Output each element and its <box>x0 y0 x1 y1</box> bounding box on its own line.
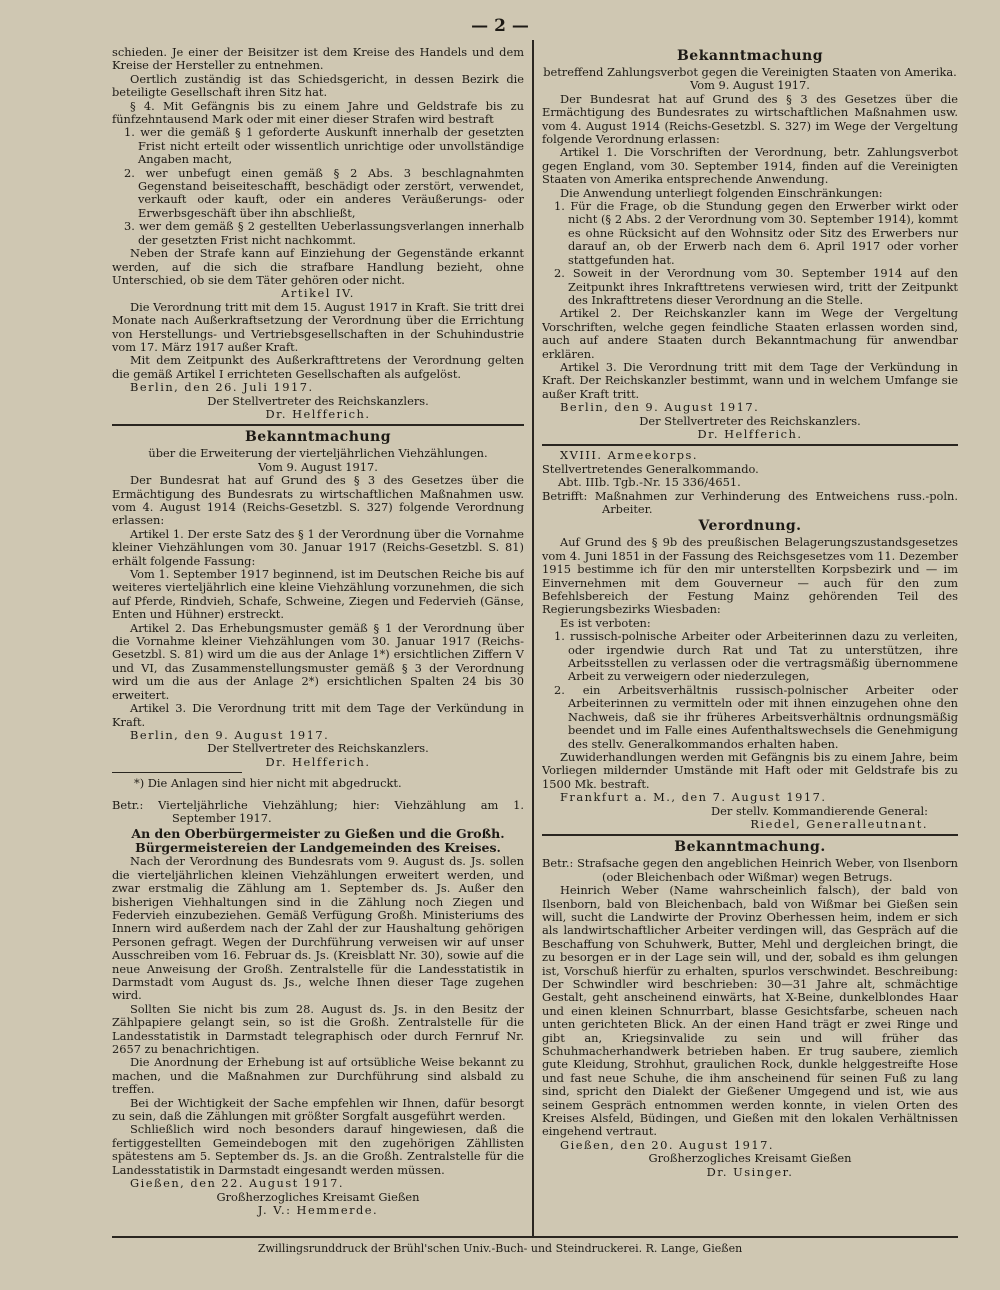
paragraph: Artikel 3. Die Verordnung tritt mit dem Tage der Verkündung in Kraft. Der Reichskanzler bestimmt, wann und in welchem Umfange sie außer Kraft tritt. <box>542 359 958 401</box>
corps-heading: XVIII. Armeekorps. <box>560 448 698 463</box>
signature-title: Der Stellvertreter des Reichskanzlers. <box>207 393 429 408</box>
paragraph: Zuwiderhandlungen werden mit Gefängnis bis zu einem Jahre, beim Vorliegen mildernder Umstände mit Haft oder mit Geldstrafe bis zu 1500 Mk. bestraft. <box>542 749 958 791</box>
notice-title: Bekanntmachung. <box>674 839 826 856</box>
paragraph: Bei der Wichtigkeit der Sache empfehlen wir Ihnen, dafür besorgt zu sein, daß die Zählungen mit größter Sorgfalt ausgeführt werden. <box>112 1095 524 1124</box>
paragraph: Die Verordnung tritt mit dem 15. August 1917 in Kraft. Sie tritt drei Monate nach Außerkraftsetzung der Verordnung über die Errichtung von Herstellungs- und Vertriebsgesellschaften in der Schuhindustrie vom 17. März 1917 außer Kraft. <box>112 299 524 354</box>
signature-title: Großherzogliches Kreisamt Gießen <box>648 1151 852 1166</box>
paragraph: Die Anordnung der Erhebung ist auf ortsübliche Weise bekannt zu machen, und die Maßnahmen zur Durchführung sind alsbald zu treffen. <box>112 1055 524 1097</box>
paragraph: Vom 1. September 1917 beginnend, ist im Deutschen Reiche bis auf weiteres vierteljährlich eine kleine Viehzählung vorzunehmen, die sich auf Pferde, Rindvieh, Schafe, Schweine, Ziegen und Federvieh (Gänse, Enten und Hühner) erstreckt. <box>112 567 524 622</box>
paragraph: Nach der Verordnung des Bundesrats vom 9. August ds. Js. sollen die vierteljährlichen kleinen Viehzählungen erweitert werden, und zwar erstmalig die Zählung am 1. September ds. Js. Außer den bisherigen Viehhaltungen sind in die Zählung noch Ziegen und Federvieh einzubeziehen. Gemäß Verfügung Großh. Ministeriums des Innern wird außerdem nach der Zahl der zur Haushaltung gehörigen Personen gefragt. Wegen der Durchführung verweisen wir auf unser Ausschreiben vom 16. Februar ds. Js. (Kreisblatt Nr. 30), sowie auf die neue Anweisung der Großh. Zentralstelle für die Landesstatistik in Darmstadt vom August ds. Js., welche Ihnen dieser Tage zugehen wird. <box>112 854 524 1003</box>
paragraph: Heinrich Weber (Name wahrscheinlich falsch), der bald von Ilsenborn, bald von Bleichenbach, bald von Wißmar bei Gießen sein will, sucht die Landwirte der Provinz Oberhessen heim, indem er sich als landwirtschaftlicher Arbeiter verdingen will, das Gespräch auf die Beschaffung von Schuhwerk, Butter, Mehl und dergleichen bringt, die zu besorgen er in der Lage sein will, und der, sobald es ihm gelungen ist, Vorschuß hierfür zu erhalten, spurlos verschwindet. Beschreibung: Der Schwindler wird beschrieben: 30—31 Jahre alt, schmächtige Gestalt, geht anscheinend einwärts, hat X-Beine, dunkelblondes Haar und einen kleinen Schnurrbart, blasse Gesichtsfarbe, scheuen nach unten gerichteten Blick. An der einen Hand trägt er zwei Ringe und gibt an, Kriegsinvalide zu sein und will früher das Schuhmacherhandwerk betrieben haben. Er trug saubere, ziemlich gute Kleidung, Strohhut, graulichen Rock, dunkle helggestreifte Hose und fast neue Schuhe, die ihm anscheinend für seinen Fuß zu lang sind, spricht den Dialekt der Gießener Umgegend und ist, wie aus seinem Gespräch entnommen werden konnte, in vielen Orten des Kreises Alsfeld, Büdingen, und Gießen mit den lokalen Verhältnissen eingehend vertraut. <box>542 883 958 1139</box>
paragraph: Sollten Sie nicht bis zum 28. August ds. Js. in den Besitz der Zählpapiere gelangt sein, so ist die Großh. Zentralstelle für die Landesstatistik in Darmstadt telegraphisch oder durch Fernruf Nr. 2657 zu benachrichtigen. <box>112 1001 524 1057</box>
divider <box>542 834 958 836</box>
list-item: 1. wer die gemäß § 1 geforderte Auskunft innerhalb der gesetzten Frist nicht erteilt oder wissentlich unrichtige oder unvollständige Angaben macht, <box>124 125 524 167</box>
subject-line: Betr.: Vierteljährliche Viehzählung; hier: Viehzählung am 1. September 1917. <box>112 797 524 825</box>
paragraph: Neben der Strafe kann auf Einziehung der Gegenstände erkannt werden, auf die sich die strafbare Handlung bezieht, ohne Unterschied, ob sie dem Täter gehören oder nicht. <box>112 246 524 287</box>
dateline: Gießen, den 22. August 1917. <box>130 1176 344 1191</box>
paragraph: § 4. Mit Gefängnis bis zu einem Jahre und Geldstrafe bis zu fünfzehntausend Mark oder mit einer dieser Strafen wird bestraft <box>112 98 524 127</box>
footer-divider <box>112 1236 958 1238</box>
command-heading: Stellvertretendes Generalkommando. <box>542 461 759 476</box>
left-column <box>112 46 524 1228</box>
paragraph: Der Bundesrat hat auf Grund des § 3 des Gesetzes über die Ermächtigung des Bundesrates zu wirtschaftlichen Maßnahmen usw. vom 4. August 1914 (Reichs-Gesetzbl. S. 327) im Wege der Vergeltung folgende Verordnung erlassen: <box>542 91 958 147</box>
notice-subtitle: über die Erweiterung der vierteljährlichen Viehzählungen. <box>148 446 488 461</box>
dateline: Frankfurt a. M., den 7. August 1917. <box>560 790 827 805</box>
footnote-divider <box>112 772 242 773</box>
list-item: 3. wer dem gemäß § 2 gestellten Ueberlassungsverlangen innerhalb der gesetzten Frist nicht nachkommt. <box>124 219 524 247</box>
page-number: — 2 — <box>471 16 529 36</box>
signature: Dr. Usinger. <box>706 1164 794 1179</box>
right-column <box>542 46 958 1228</box>
notice-title: Bekanntmachung <box>244 429 392 446</box>
list-item: 2. wer unbefugt einen gemäß § 2 Abs. 3 beschlagnahmten Gegenstand beiseiteschafft, beschädigt oder zerstört, verwendet, verkauft oder kauft, oder ein anderes Veräußerungs- oder Erwerbsgeschäft über ihn abschließt, <box>124 165 524 220</box>
dateline: Berlin, den 9. August 1917. <box>130 727 330 742</box>
signature-title: Der stellv. Kommandierende General: <box>711 803 928 818</box>
list-item: 2. ein Arbeitsverhältnis russisch-polnischer Arbeiter oder Arbeiterinnen zu vermitteln oder mit ihnen einzugehen ohne den Nachweis, daß sie ihr früheres Arbeitsverhältnis ordnungsmäßig beendet und im Falle eines Aufenthaltswechsels die Genehmigung des stellv. Generalkommandos erhalten haben. <box>554 682 958 751</box>
signature: Riedel, Generalleutnant. <box>750 816 928 831</box>
dateline: Berlin, den 26. Juli 1917. <box>130 380 314 395</box>
signature: Dr. Helfferich. <box>265 406 371 421</box>
divider <box>542 444 958 446</box>
paragraph: schieden. Je einer der Beisitzer ist dem Kreise des Handels und dem Kreise der Hersteller zu entnehmen. <box>112 46 524 73</box>
list-item: 1. russisch-polnische Arbeiter oder Arbeiterinnen dazu zu verleiten, oder irgendwie durch Rat und Tat zu unterstützen, ihre Arbeitsstellen zu verlassen oder die vertragsmäßig übernommene Arbeit zu verweigern oder niederzulegen, <box>554 629 958 684</box>
list-item: 1. Für die Frage, ob die Stundung gegen den Erwerber wirkt oder nicht (§ 2 Abs. 2 der Verordnung vom 30. September 1914), kommt es ohne Rücksicht auf den Wohnsitz oder Sitz des Erwerbers nur darauf an, ob der Erwerb nach dem 6. April 1917 oder vorher stattgefunden hat. <box>554 199 958 267</box>
notice-title: Verordnung. <box>698 518 802 535</box>
paragraph: Der Bundesrat hat auf Grund des § 3 des Gesetzes über die Ermächtigung des Bundesrats zu wirtschaftlichen Maßnahmen usw. vom 4. August 1914 (Reichs-Gesetzbl. S. 327) folgende Verordnung erlassen: <box>112 473 524 528</box>
divider <box>112 424 524 426</box>
paragraph: Auf Grund des § 9b des preußischen Belagerungszustandsgesetzes vom 4. Juni 1851 in der Fassung des Reichsgesetzes vom 11. Dezember 1915 bestimme ich für den mir unterstellten Korpsbezirk und — im Einvernehmen mit dem Gouverneur — auch für den zum Befehlsbereich der Festung Mainz gehörenden Teil des Regierungsbezirks Wiesbaden: <box>542 535 958 617</box>
paragraph: Artikel 1. Der erste Satz des § 1 der Verordnung über die Vornahme kleiner Viehzählungen vom 30. Januar 1917 (Reichs-Gesetzbl. S. 81) erhält folgende Fassung: <box>112 526 524 568</box>
paragraph: Die Anwendung unterliegt folgenden Einschränkungen: <box>560 185 883 200</box>
signature: Dr. Helfferich. <box>697 426 803 441</box>
notice-subtitle: betreffend Zahlungsverbot gegen die Vereinigten Staaten von Amerika. Vom 9. August 1917. <box>543 65 957 93</box>
signature-title: Der Stellvertreter des Reichskanzlers. <box>639 413 861 428</box>
dateline: Berlin, den 9. August 1917. <box>560 400 760 415</box>
printer-imprint: Zwillingsrunddruck der Brühl'schen Univ.-Buch- und Steindruckerei. R. Lange, Gießen <box>257 1242 743 1255</box>
notice-title: Bekanntmachung <box>676 48 824 64</box>
paragraph: Artikel 2. Der Reichskanzler kann im Wege der Vergeltung Vorschriften, welche gegen feindliche Staaten erlassen worden sind, auch auf andere Staaten durch Bekanntmachung für anwendbar erklären. <box>542 306 958 361</box>
paragraph: Artikel 2. Das Erhebungsmuster gemäß § 1 der Verordnung über die Vornahme kleiner Viehzählungen vom 30. Januar 1917 (Reichs-Gesetzbl. S. 81) wird um die aus der Anlage 1*) ersichtlichen Ziffern V und VI, das Zusammenstellungsmuster gemäß § 3 der Verordnung wird um die aus der Anlage 2*) ersichtlichen Spalten 24 bis 30 erweitert. <box>112 620 524 702</box>
paragraph: Mit dem Zeitpunkt des Außerkrafttretens der Verordnung gelten die gemäß Artikel I errichteten Gesellschaften als aufgelöst. <box>112 353 524 381</box>
reference-number: Abt. IIIb. Tgb.-Nr. 15 336/4651. <box>558 475 741 490</box>
paragraph: Oertlich zuständig ist das Schiedsgericht, in dessen Bezirk die beteiligte Gesellschaft ihren Sitz hat. <box>112 71 524 100</box>
signature-title: Großherzogliches Kreisamt Gießen <box>216 1189 420 1204</box>
subject-line: Betrifft: Maßnahmen zur Verhinderung des Entweichens russ.-poln. Arbeiter. <box>542 488 958 516</box>
signature: Dr. Helfferich. <box>265 754 371 769</box>
paragraph: Artikel 3. Die Verordnung tritt mit dem Tage der Verkündung in Kraft. <box>112 701 524 729</box>
signature-title: Der Stellvertreter des Reichskanzlers. <box>207 741 429 756</box>
paragraph: Es ist verboten: <box>560 615 651 630</box>
footnote: *) Die Anlagen sind hier nicht mit abgedruckt. <box>134 776 402 791</box>
list-item: 2. Soweit in der Verordnung vom 30. September 1914 auf den Zeitpunkt ihres Inkrafttretens verwiesen wird, tritt der Zeitpunkt des Inkrafttretens dieser Verordnung an die Stelle. <box>554 266 958 307</box>
subject-line: Betr.: Strafsache gegen den angeblichen Heinrich Weber, von Ilsenborn (oder Bleichenbach oder Wißmar) wegen Betrugs. <box>542 856 958 884</box>
dateline: Gießen, den 20. August 1917. <box>560 1137 774 1152</box>
paragraph: Schließlich wird noch besonders darauf hingewiesen, daß die fertiggestellten Gemeindebogen mit den zugehörigen Zähllisten spätestens am 5. September ds. Js. an die Großh. Zentralstelle für die Landesstatistik in Darmstadt eingesandt werden müssen. <box>112 1122 524 1177</box>
address-heading: An den Oberbürgermeister zu Gießen und die Großh. Bürgermeistereien der Landgemeinden des Kreises. <box>131 826 505 856</box>
paragraph: Artikel 1. Die Vorschriften der Verordnung, betr. Zahlungsverbot gegen England, vom 30. September 1914, finden auf die Vereinigten Staaten von Amerika entsprechende Anwendung. <box>542 145 958 187</box>
article-heading: Artikel IV. <box>281 286 355 301</box>
notice-date: Vom 9. August 1917. <box>258 459 378 474</box>
column-divider <box>532 40 534 1236</box>
signature: J. V.: Hemmerde. <box>257 1202 379 1217</box>
